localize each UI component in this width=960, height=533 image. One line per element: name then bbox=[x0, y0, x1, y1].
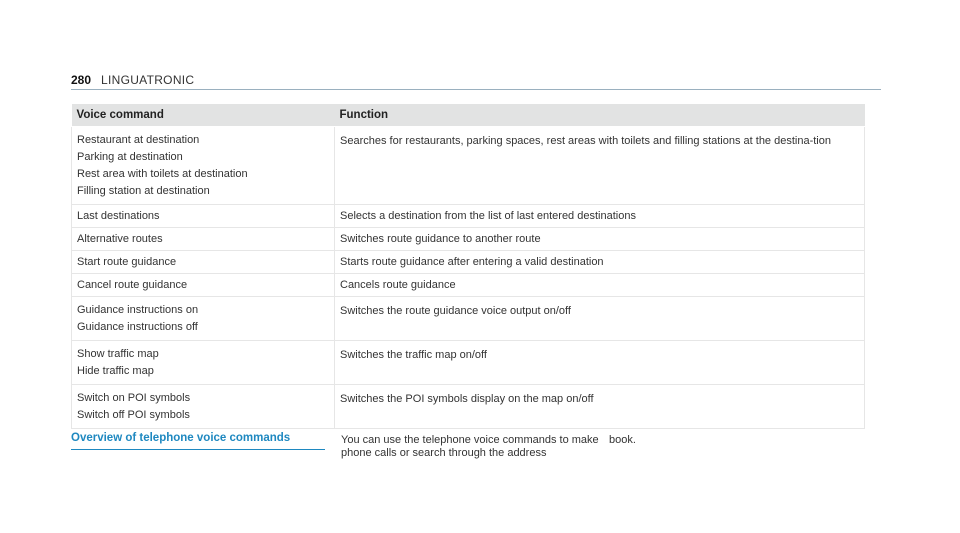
voice-command-table bbox=[71, 104, 865, 429]
table-row bbox=[72, 341, 865, 385]
voice-command: Start route guidance bbox=[77, 256, 177, 268]
table-header-row bbox=[72, 104, 865, 127]
voice-command-cell bbox=[72, 274, 335, 297]
function-cell: Switches the POI symbols display on the map on/off bbox=[335, 385, 865, 429]
column-header-voice-command: Voice command bbox=[72, 104, 335, 127]
voice-command: Cancel route guidance bbox=[77, 279, 188, 291]
overview-body-text-continued: book. bbox=[609, 434, 636, 446]
voice-command: Parking at destination bbox=[77, 151, 183, 163]
table-row bbox=[72, 385, 865, 429]
table-row bbox=[72, 297, 865, 341]
table-row bbox=[72, 205, 865, 228]
voice-command-cell bbox=[72, 297, 335, 341]
section-title: LINGUATRONIC bbox=[101, 73, 195, 87]
voice-command-cell bbox=[72, 251, 335, 274]
function-cell: Selects a destination from the list of last entered destinations bbox=[335, 205, 865, 228]
function-cell: Switches the traffic map on/off bbox=[335, 341, 865, 385]
table-row bbox=[72, 127, 865, 205]
voice-command-cell bbox=[72, 385, 335, 429]
voice-command-cell bbox=[72, 341, 335, 385]
function-cell: Cancels route guidance bbox=[335, 274, 865, 297]
voice-command: Switch off POI symbols bbox=[77, 409, 190, 421]
voice-command: Alternative routes bbox=[77, 233, 163, 245]
function-cell: Searches for restaurants, parking spaces, rest areas with toilets and filling stations at the destina-tion bbox=[335, 127, 865, 205]
function-cell: Starts route guidance after entering a valid destination bbox=[335, 251, 865, 274]
voice-command: Guidance instructions on bbox=[77, 304, 199, 316]
voice-command: Last destinations bbox=[77, 210, 160, 222]
overview-heading: Overview of telephone voice commands bbox=[71, 432, 325, 450]
voice-command: Show traffic map bbox=[77, 348, 159, 360]
overview-body-text: You can use the telephone voice commands to make phone calls or search through the address bbox=[341, 434, 599, 459]
voice-command-cell bbox=[72, 228, 335, 251]
voice-command-cell bbox=[72, 205, 335, 228]
table-row bbox=[72, 274, 865, 297]
function-cell: Switches route guidance to another route bbox=[335, 228, 865, 251]
column-header-function: Function bbox=[335, 104, 865, 127]
function-cell: Switches the route guidance voice output on/off bbox=[335, 297, 865, 341]
voice-command-cell bbox=[72, 127, 335, 205]
voice-command: Restaurant at destination bbox=[77, 134, 200, 146]
page-number: 280 bbox=[71, 73, 92, 87]
table-row bbox=[72, 228, 865, 251]
voice-command: Filling station at destination bbox=[77, 185, 210, 197]
voice-command: Switch on POI symbols bbox=[77, 392, 191, 404]
page-header bbox=[71, 73, 881, 90]
voice-command: Guidance instructions off bbox=[77, 321, 198, 333]
table-row bbox=[72, 251, 865, 274]
voice-command: Hide traffic map bbox=[77, 365, 154, 377]
voice-command: Rest area with toilets at destination bbox=[77, 168, 248, 180]
